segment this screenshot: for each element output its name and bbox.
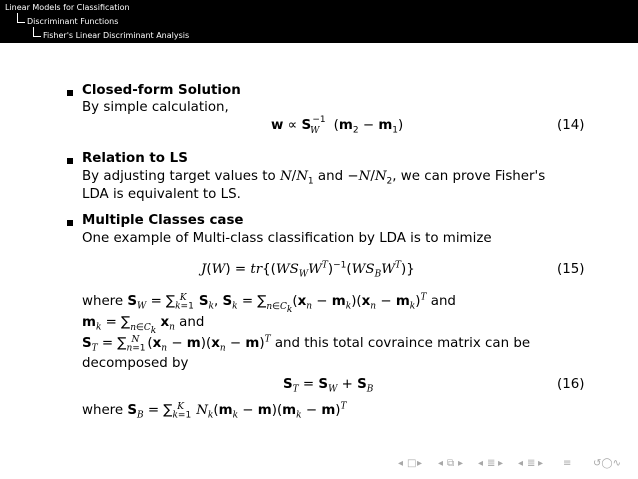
breadcrumb-subsection[interactable]: Discriminant Functions bbox=[27, 17, 119, 26]
frame-forward-icon[interactable]: ▸ bbox=[458, 458, 464, 469]
bullet-text: By adjusting target values to $N/N_1$ and $-N/N_2$, we can prove Fisher's bbox=[82, 169, 546, 187]
bullet-title-closed-form: Closed-form Solution bbox=[82, 83, 241, 98]
section-icon: ≣ bbox=[527, 458, 536, 469]
navigation-bar bbox=[398, 458, 628, 472]
equation-14: $w \propto S_W^{-1}$ $(m_2 - m_1)$ bbox=[271, 114, 404, 136]
formula-line-mk: $m_k = \sum_{n\in C_k}$ $x_n$ and bbox=[82, 315, 205, 336]
bullet-title-multiple-classes: Multiple Classes case bbox=[82, 213, 244, 228]
formula-line-sw: where $S_W = \sum_{k=1}^K$ $S_k$, $S_k = \sum_{n\in C_k}(x_n - m_k)(x_n - m_k)^T$ and bbox=[82, 292, 456, 315]
bullet-text: By simple calculation, bbox=[82, 100, 229, 115]
nav-right-icon[interactable]: ▸ bbox=[417, 458, 423, 469]
formula-line-sb: where $S_B = \sum_{k=1}^K$ $N_k(m_k - m)(m_k - m)^T$ bbox=[82, 401, 347, 421]
bullet-text: LDA is equivalent to LS. bbox=[82, 187, 241, 202]
bullet-square-icon bbox=[67, 90, 73, 96]
tree-connector-icon bbox=[17, 13, 25, 23]
frame-stack-icon: ⧉ bbox=[447, 458, 455, 469]
equation-number: (14) bbox=[557, 118, 585, 133]
search-icon[interactable]: ↺◯∿ bbox=[593, 458, 621, 469]
bullet-text: decomposed by bbox=[82, 356, 189, 371]
nav-left-icon[interactable]: ◂ bbox=[398, 458, 404, 469]
nav-frame-icon: □ bbox=[407, 458, 417, 469]
equation-number: (16) bbox=[557, 377, 585, 392]
align-icon[interactable]: ≡ bbox=[563, 458, 572, 469]
bullet-square-icon bbox=[67, 220, 73, 226]
breadcrumb-section[interactable]: Linear Models for Classification bbox=[5, 3, 130, 12]
section-right-icon[interactable]: ▸ bbox=[538, 458, 544, 469]
slide-content bbox=[0, 43, 638, 479]
tree-connector-icon bbox=[33, 27, 41, 37]
formula-line-st: $S_T = \sum_{n=1}^N$ $(x_n - m)(x_n - m)^T$ and this total covraince matrix can be bbox=[82, 334, 531, 354]
frame-back-icon[interactable]: ◂ bbox=[438, 458, 444, 469]
bullet-text: One example of Multi-class classification by LDA is to mimize bbox=[82, 231, 492, 246]
breadcrumb-header bbox=[0, 0, 638, 43]
equation-number: (15) bbox=[557, 262, 585, 277]
subsection-left-icon[interactable]: ◂ bbox=[478, 458, 484, 469]
subsection-icon: ≣ bbox=[487, 458, 496, 469]
breadcrumb-subsubsection[interactable]: Fisher's Linear Discriminant Analysis bbox=[43, 31, 190, 40]
bullet-square-icon bbox=[67, 158, 73, 164]
subsection-right-icon[interactable]: ▸ bbox=[498, 458, 504, 469]
equation-16: $S_T = S_W + S_B$ bbox=[283, 377, 374, 395]
bullet-title-relation-ls: Relation to LS bbox=[82, 151, 188, 166]
section-left-icon[interactable]: ◂ bbox=[518, 458, 524, 469]
equation-15: $J(W) = tr\{(WS_WW^T)^{-1}(WS_BW^T)\}$ bbox=[201, 260, 415, 280]
